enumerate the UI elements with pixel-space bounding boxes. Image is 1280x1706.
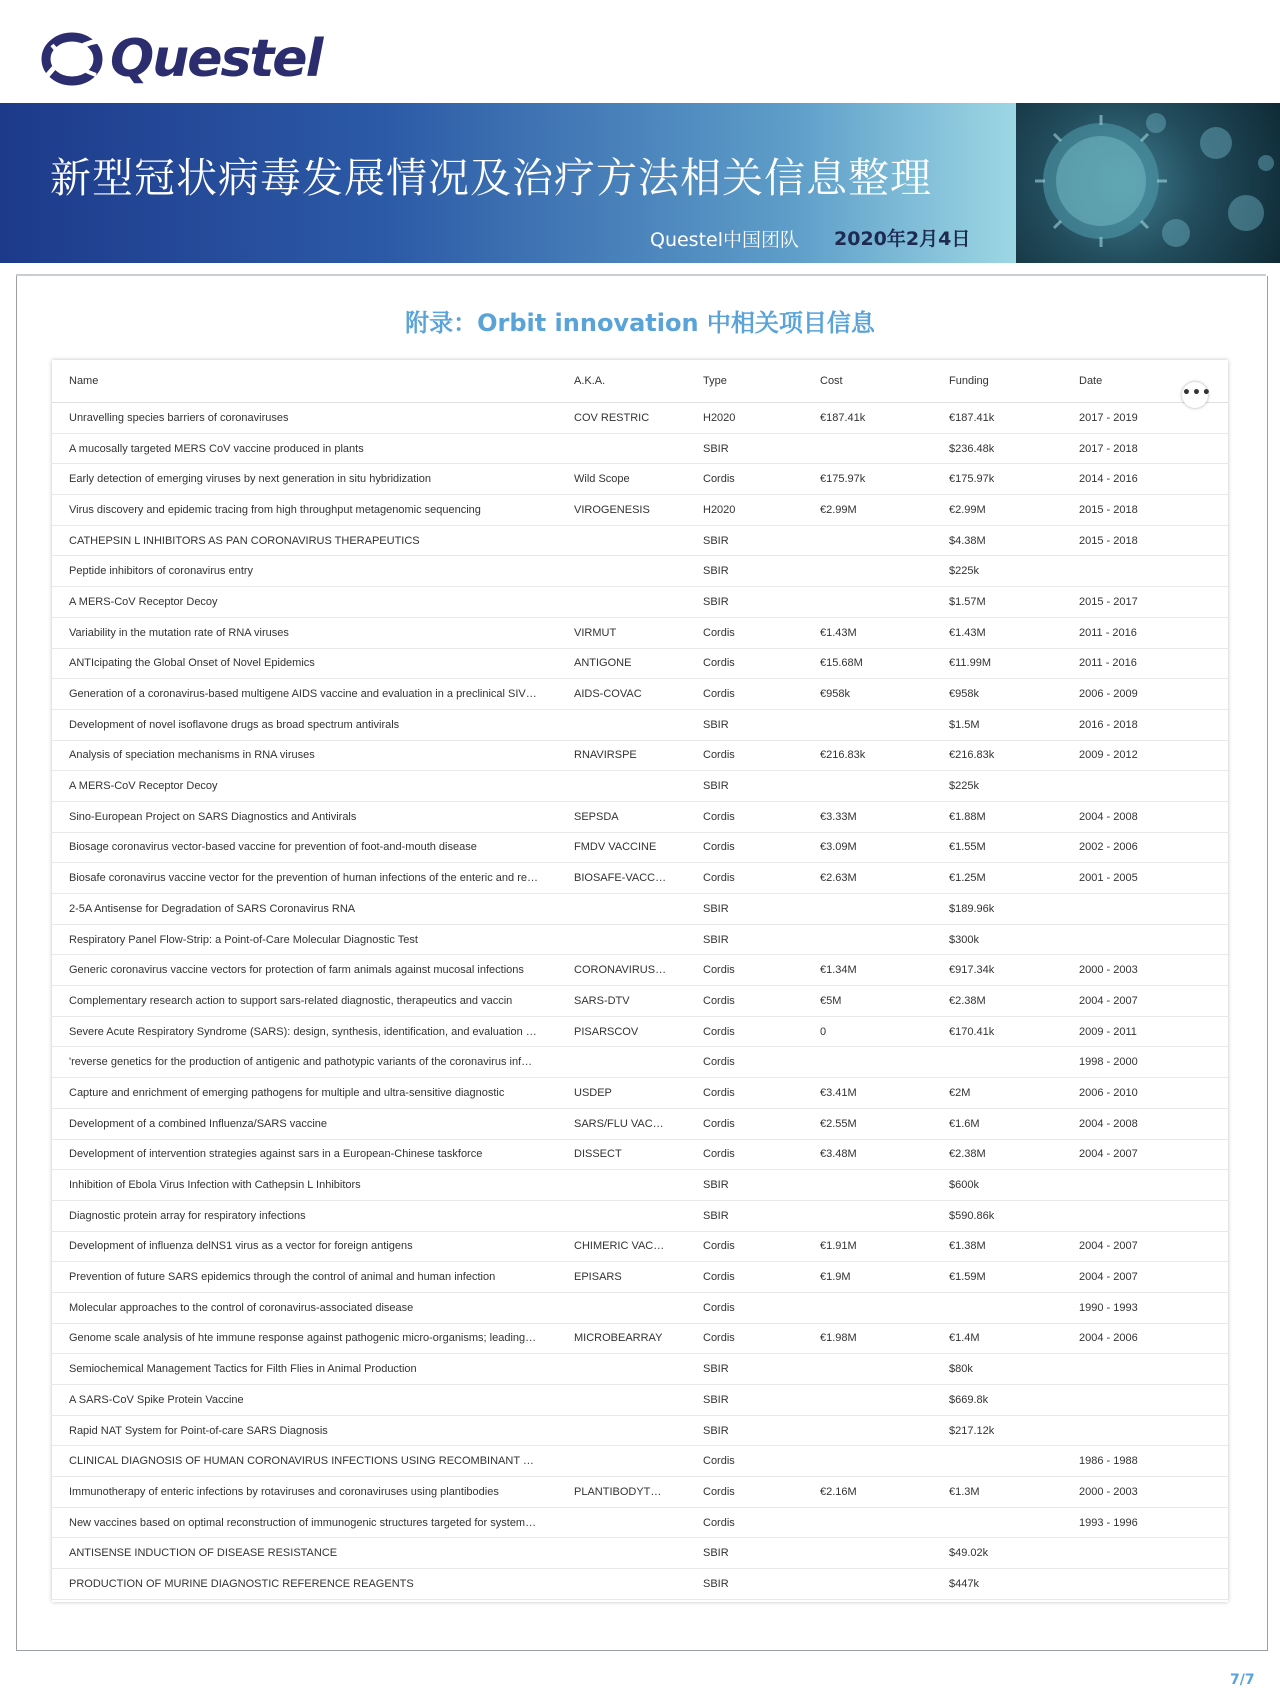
cell-name: Generic coronavirus vaccine vectors for protection of farm animals against mucosal infections xyxy=(52,955,557,986)
cell-cost: 0 xyxy=(803,1016,932,1047)
cell-cost: €187.41k xyxy=(803,403,932,434)
cell-aka: VIROGENESIS xyxy=(557,495,686,526)
cell-date: 2004 - 2007 xyxy=(1062,1139,1228,1170)
table-row[interactable] xyxy=(52,1446,1228,1477)
cell-date: 2009 - 2011 xyxy=(1062,1016,1228,1047)
document-date: 2020年2月4日 xyxy=(834,228,971,250)
cell-funding: €1.25M xyxy=(932,863,1062,894)
cell-funding: €2.99M xyxy=(932,495,1062,526)
cell-type: Cordis xyxy=(686,1231,803,1262)
cell-name: Biosafe coronavirus vaccine vector for the prevention of human infections of the enteric and re… xyxy=(52,863,557,894)
cell-type: Cordis xyxy=(686,1477,803,1508)
cell-date: 2000 - 2003 xyxy=(1062,955,1228,986)
cell-type: Cordis xyxy=(686,1108,803,1139)
cell-name: Genome scale analysis of hte immune response against pathogenic micro-organisms; leading… xyxy=(52,1323,557,1354)
cell-name: Peptide inhibitors of coronavirus entry xyxy=(52,556,557,587)
cell-aka: SEPSDA xyxy=(557,801,686,832)
cell-funding: $1.57M xyxy=(932,587,1062,618)
cell-date: 2004 - 2006 xyxy=(1062,1323,1228,1354)
cell-funding: €1.38M xyxy=(932,1231,1062,1262)
cell-name: PRODUCTION OF MURINE DIAGNOSTIC REFERENCE REAGENTS xyxy=(52,1569,557,1600)
cell-type: SBIR xyxy=(686,924,803,955)
header-banner xyxy=(0,103,1280,263)
cell-cost: €15.68M xyxy=(803,648,932,679)
cell-date: 2009 - 2012 xyxy=(1062,740,1228,771)
cell-cost: €2.16M xyxy=(803,1477,932,1508)
table-row[interactable] xyxy=(52,525,1228,556)
table-row[interactable] xyxy=(52,955,1228,986)
table-row[interactable] xyxy=(52,1507,1228,1538)
cell-aka: CHIMERIC VAC… xyxy=(557,1231,686,1262)
cell-cost: €3.33M xyxy=(803,801,932,832)
cell-aka: ANTIGONE xyxy=(557,648,686,679)
table-row[interactable] xyxy=(52,986,1228,1017)
cell-funding: $217.12k xyxy=(932,1415,1062,1446)
cell-name: Diagnostic protein array for respiratory infections xyxy=(52,1200,557,1231)
cell-type: Cordis xyxy=(686,863,803,894)
cell-type: H2020 xyxy=(686,495,803,526)
cell-aka xyxy=(557,1507,686,1538)
cell-aka xyxy=(557,1538,686,1569)
cell-aka xyxy=(557,556,686,587)
questel-logo xyxy=(38,24,328,94)
table-row[interactable] xyxy=(52,403,1228,434)
virus-image xyxy=(1016,103,1280,263)
table-row[interactable] xyxy=(52,648,1228,679)
cell-cost xyxy=(803,894,932,925)
cell-cost xyxy=(803,525,932,556)
cell-aka: EPISARS xyxy=(557,1262,686,1293)
cell-name: 'reverse genetics for the production of antigenic and pathotypic variants of the coronavirus inf… xyxy=(52,1047,557,1078)
cell-funding: €187.41k xyxy=(932,403,1062,434)
cell-name: Variability in the mutation rate of RNA viruses xyxy=(52,617,557,648)
cell-aka xyxy=(557,525,686,556)
cell-date xyxy=(1062,1569,1228,1600)
cell-aka xyxy=(557,1385,686,1416)
cell-type: SBIR xyxy=(686,771,803,802)
cell-funding: €1.59M xyxy=(932,1262,1062,1293)
cell-date: 2015 - 2018 xyxy=(1062,495,1228,526)
cell-funding: €1.6M xyxy=(932,1108,1062,1139)
table-row[interactable] xyxy=(52,1477,1228,1508)
cell-date xyxy=(1062,1170,1228,1201)
cell-date: 2002 - 2006 xyxy=(1062,832,1228,863)
cell-funding: $225k xyxy=(932,771,1062,802)
cell-cost xyxy=(803,1385,932,1416)
cell-name: Sino-European Project on SARS Diagnostics and Antivirals xyxy=(52,801,557,832)
document-title: 新型冠状病毒发展情况及治疗方法相关信息整理 xyxy=(50,154,932,202)
cell-type: SBIR xyxy=(686,525,803,556)
column-header-type[interactable]: Type xyxy=(686,360,803,403)
table-row[interactable] xyxy=(52,1354,1228,1385)
table-row[interactable] xyxy=(52,894,1228,925)
cell-aka xyxy=(557,1200,686,1231)
table-row[interactable] xyxy=(52,1231,1228,1262)
cell-name: Biosage coronavirus vector-based vaccine for prevention of foot-and-mouth disease xyxy=(52,832,557,863)
table-row[interactable] xyxy=(52,1415,1228,1446)
cell-aka xyxy=(557,1292,686,1323)
cell-type: Cordis xyxy=(686,648,803,679)
cell-date xyxy=(1062,894,1228,925)
cell-cost: €3.09M xyxy=(803,832,932,863)
cell-date: 1986 - 1988 xyxy=(1062,1446,1228,1477)
cell-date: 2015 - 2018 xyxy=(1062,525,1228,556)
cell-funding xyxy=(932,1446,1062,1477)
cell-name: CLINICAL DIAGNOSIS OF HUMAN CORONAVIRUS INFECTIONS USING RECOMBINANT … xyxy=(52,1446,557,1477)
cell-type: Cordis xyxy=(686,1507,803,1538)
cell-aka xyxy=(557,894,686,925)
virus-illustration xyxy=(1016,103,1280,263)
cell-funding: €1.55M xyxy=(932,832,1062,863)
cell-name: ANTISENSE INDUCTION OF DISEASE RESISTANCE xyxy=(52,1538,557,1569)
cell-name: Unravelling species barriers of coronaviruses xyxy=(52,403,557,434)
column-header-aka[interactable]: A.K.A. xyxy=(557,360,686,403)
table-row[interactable] xyxy=(52,433,1228,464)
cell-funding: $49.02k xyxy=(932,1538,1062,1569)
cell-cost: €1.91M xyxy=(803,1231,932,1262)
cell-type: Cordis xyxy=(686,986,803,1017)
cell-name: Semiochemical Management Tactics for Filth Flies in Animal Production xyxy=(52,1354,557,1385)
cell-funding: €917.34k xyxy=(932,955,1062,986)
table-row[interactable] xyxy=(52,1538,1228,1569)
cell-funding: €1.3M xyxy=(932,1477,1062,1508)
cell-cost xyxy=(803,1538,932,1569)
cell-type: SBIR xyxy=(686,587,803,618)
cell-date: 2000 - 2003 xyxy=(1062,1477,1228,1508)
cell-type: Cordis xyxy=(686,617,803,648)
cell-type: Cordis xyxy=(686,740,803,771)
cell-funding xyxy=(932,1507,1062,1538)
table-row[interactable] xyxy=(52,556,1228,587)
cell-cost xyxy=(803,587,932,618)
cell-name: Inhibition of Ebola Virus Infection with Cathepsin L Inhibitors xyxy=(52,1170,557,1201)
cell-aka: Wild Scope xyxy=(557,464,686,495)
cell-funding: €958k xyxy=(932,679,1062,710)
cell-type: H2020 xyxy=(686,403,803,434)
cell-type: Cordis xyxy=(686,1446,803,1477)
cell-aka xyxy=(557,924,686,955)
table-row[interactable] xyxy=(52,1047,1228,1078)
cell-name: Rapid NAT System for Point-of-care SARS Diagnosis xyxy=(52,1415,557,1446)
cell-type: SBIR xyxy=(686,1538,803,1569)
cell-date: 2011 - 2016 xyxy=(1062,617,1228,648)
cell-funding: €216.83k xyxy=(932,740,1062,771)
cell-date xyxy=(1062,1385,1228,1416)
table-row[interactable] xyxy=(52,1016,1228,1047)
cell-aka: PISARSCOV xyxy=(557,1016,686,1047)
cell-date: 2004 - 2008 xyxy=(1062,1108,1228,1139)
cell-aka: RNAVIRSPE xyxy=(557,740,686,771)
cell-type: SBIR xyxy=(686,709,803,740)
table-row[interactable] xyxy=(52,740,1228,771)
cell-name: Generation of a coronavirus-based multigene AIDS vaccine and evaluation in a preclinical SIV… xyxy=(52,679,557,710)
cell-aka: FMDV VACCINE xyxy=(557,832,686,863)
cell-type: SBIR xyxy=(686,1354,803,1385)
cell-type: SBIR xyxy=(686,894,803,925)
cell-date: 1993 - 1996 xyxy=(1062,1507,1228,1538)
cell-cost xyxy=(803,433,932,464)
cell-funding: €2.38M xyxy=(932,986,1062,1017)
cell-cost: €5M xyxy=(803,986,932,1017)
cell-funding: $225k xyxy=(932,556,1062,587)
cell-type: SBIR xyxy=(686,433,803,464)
cell-date: 2004 - 2007 xyxy=(1062,1231,1228,1262)
questel-logo-icon xyxy=(38,25,106,93)
cell-aka xyxy=(557,709,686,740)
cell-aka: PLANTIBODYT… xyxy=(557,1477,686,1508)
page-number: 7/7 xyxy=(1230,1672,1255,1688)
table-row[interactable] xyxy=(52,1323,1228,1354)
cell-date: 2006 - 2009 xyxy=(1062,679,1228,710)
cell-name: Analysis of speciation mechanisms in RNA viruses xyxy=(52,740,557,771)
cell-cost xyxy=(803,1292,932,1323)
cell-name: Severe Acute Respiratory Syndrome (SARS): design, synthesis, identification, and evaluation … xyxy=(52,1016,557,1047)
cell-cost xyxy=(803,1569,932,1600)
cell-funding: €170.41k xyxy=(932,1016,1062,1047)
cell-cost: €2.99M xyxy=(803,495,932,526)
table-row[interactable] xyxy=(52,1292,1228,1323)
cell-funding xyxy=(932,1047,1062,1078)
cell-funding: $236.48k xyxy=(932,433,1062,464)
table-row[interactable] xyxy=(52,801,1228,832)
cell-name: 2-5A Antisense for Degradation of SARS Coronavirus RNA xyxy=(52,894,557,925)
cell-name: A MERS-CoV Receptor Decoy xyxy=(52,587,557,618)
cell-aka: CORONAVIRUS… xyxy=(557,955,686,986)
cell-aka xyxy=(557,1354,686,1385)
cell-type: Cordis xyxy=(686,955,803,986)
cell-date: 2004 - 2007 xyxy=(1062,1262,1228,1293)
cell-name: A mucosally targeted MERS CoV vaccine produced in plants xyxy=(52,433,557,464)
cell-name: A MERS-CoV Receptor Decoy xyxy=(52,771,557,802)
table-row[interactable] xyxy=(52,924,1228,955)
column-header-date[interactable]: Date xyxy=(1062,360,1228,403)
cell-funding: €175.97k xyxy=(932,464,1062,495)
cell-date: 1998 - 2000 xyxy=(1062,1047,1228,1078)
cell-name: Molecular approaches to the control of coronavirus-associated disease xyxy=(52,1292,557,1323)
cell-date: 2014 - 2016 xyxy=(1062,464,1228,495)
cell-date xyxy=(1062,1538,1228,1569)
cell-aka xyxy=(557,587,686,618)
table-row[interactable] xyxy=(52,1170,1228,1201)
cell-cost: €2.55M xyxy=(803,1108,932,1139)
cell-funding: €2.38M xyxy=(932,1139,1062,1170)
cell-type: Cordis xyxy=(686,1016,803,1047)
cell-aka: SARS-DTV xyxy=(557,986,686,1017)
table-row[interactable] xyxy=(52,709,1228,740)
cell-date: 2004 - 2007 xyxy=(1062,986,1228,1017)
cell-type: SBIR xyxy=(686,1385,803,1416)
cell-cost: €3.41M xyxy=(803,1078,932,1109)
appendix-title: 附录：Orbit innovation 中相关项目信息 xyxy=(405,309,875,337)
projects-table-card xyxy=(52,360,1228,1602)
cell-cost: €1.34M xyxy=(803,955,932,986)
cell-cost xyxy=(803,1200,932,1231)
cell-name: A SARS-CoV Spike Protein Vaccine xyxy=(52,1385,557,1416)
column-header-funding[interactable]: Funding xyxy=(932,360,1062,403)
cell-date: 2015 - 2017 xyxy=(1062,587,1228,618)
cell-cost xyxy=(803,1047,932,1078)
cell-aka: AIDS-COVAC xyxy=(557,679,686,710)
cell-aka: DISSECT xyxy=(557,1139,686,1170)
cell-funding: $4.38M xyxy=(932,525,1062,556)
cell-funding: $590.86k xyxy=(932,1200,1062,1231)
cell-name: Capture and enrichment of emerging pathogens for multiple and ultra-sensitive diagnostic xyxy=(52,1078,557,1109)
cell-aka: MICROBEARRAY xyxy=(557,1323,686,1354)
table-row[interactable] xyxy=(52,1569,1228,1600)
cell-cost: €1.98M xyxy=(803,1323,932,1354)
cell-funding: €1.88M xyxy=(932,801,1062,832)
cell-funding: €1.43M xyxy=(932,617,1062,648)
cell-name: ANTIcipating the Global Onset of Novel Epidemics xyxy=(52,648,557,679)
cell-aka xyxy=(557,1047,686,1078)
cell-name: Development of a combined Influenza/SARS vaccine xyxy=(52,1108,557,1139)
cell-type: SBIR xyxy=(686,1415,803,1446)
cell-name: Immunotherapy of enteric infections by rotaviruses and coronaviruses using plantibodies xyxy=(52,1477,557,1508)
cell-name: Early detection of emerging viruses by next generation in situ hybridization xyxy=(52,464,557,495)
more-options-button[interactable]: ••• xyxy=(1182,382,1208,408)
table-row[interactable] xyxy=(52,679,1228,710)
cell-funding: $600k xyxy=(932,1170,1062,1201)
team-label: Questel中国团队 xyxy=(650,229,800,251)
table-row[interactable] xyxy=(52,1200,1228,1231)
cell-name: Development of influenza delNS1 virus as a vector for foreign antigens xyxy=(52,1231,557,1262)
table-row[interactable] xyxy=(52,1139,1228,1170)
table-row[interactable] xyxy=(52,832,1228,863)
cell-cost: €1.43M xyxy=(803,617,932,648)
cell-cost: €2.63M xyxy=(803,863,932,894)
cell-type: Cordis xyxy=(686,832,803,863)
cell-funding xyxy=(932,1292,1062,1323)
cell-funding: $1.5M xyxy=(932,709,1062,740)
cell-date: 2011 - 2016 xyxy=(1062,648,1228,679)
cell-name: Respiratory Panel Flow-Strip: a Point-of-Care Molecular Diagnostic Test xyxy=(52,924,557,955)
cell-date xyxy=(1062,1354,1228,1385)
cell-aka: SARS/FLU VAC… xyxy=(557,1108,686,1139)
cell-aka: USDEP xyxy=(557,1078,686,1109)
table-row[interactable] xyxy=(52,617,1228,648)
cell-name: Complementary research action to support sars-related diagnostic, therapeutics and vaccin xyxy=(52,986,557,1017)
cell-aka: VIRMUT xyxy=(557,617,686,648)
table-row[interactable] xyxy=(52,771,1228,802)
cell-date: 2001 - 2005 xyxy=(1062,863,1228,894)
cell-aka xyxy=(557,1446,686,1477)
cell-funding: $447k xyxy=(932,1569,1062,1600)
cell-aka xyxy=(557,1170,686,1201)
cell-cost xyxy=(803,1170,932,1201)
cell-type: Cordis xyxy=(686,801,803,832)
table-row[interactable] xyxy=(52,1262,1228,1293)
cell-aka: BIOSAFE-VACC… xyxy=(557,863,686,894)
cell-date: 2017 - 2019 xyxy=(1062,403,1228,434)
cell-type: SBIR xyxy=(686,1569,803,1600)
cell-cost xyxy=(803,1415,932,1446)
cell-date: 2004 - 2008 xyxy=(1062,801,1228,832)
cell-date: 1990 - 1993 xyxy=(1062,1292,1228,1323)
cell-type: Cordis xyxy=(686,1047,803,1078)
cell-type: Cordis xyxy=(686,1292,803,1323)
cell-cost: €1.9M xyxy=(803,1262,932,1293)
cell-cost: €175.97k xyxy=(803,464,932,495)
column-header-name[interactable]: Name xyxy=(52,360,557,403)
cell-funding: €2M xyxy=(932,1078,1062,1109)
cell-cost xyxy=(803,1354,932,1385)
cell-type: Cordis xyxy=(686,1139,803,1170)
cell-name: Virus discovery and epidemic tracing from high throughput metagenomic sequencing xyxy=(52,495,557,526)
table-row[interactable] xyxy=(52,495,1228,526)
column-header-cost[interactable]: Cost xyxy=(803,360,932,403)
table-row[interactable] xyxy=(52,863,1228,894)
cell-aka: COV RESTRIC xyxy=(557,403,686,434)
cell-date: 2016 - 2018 xyxy=(1062,709,1228,740)
cell-cost xyxy=(803,924,932,955)
cell-cost: €958k xyxy=(803,679,932,710)
table-header-row xyxy=(52,360,1228,403)
table-row[interactable] xyxy=(52,1108,1228,1139)
table-row[interactable] xyxy=(52,1385,1228,1416)
cell-type: SBIR xyxy=(686,556,803,587)
cell-funding: $300k xyxy=(932,924,1062,955)
cell-cost xyxy=(803,556,932,587)
cell-type: Cordis xyxy=(686,464,803,495)
cell-type: SBIR xyxy=(686,1200,803,1231)
cell-name: CATHEPSIN L INHIBITORS AS PAN CORONAVIRUS THERAPEUTICS xyxy=(52,525,557,556)
cell-aka xyxy=(557,1415,686,1446)
cell-name: Prevention of future SARS epidemics through the control of animal and human infection xyxy=(52,1262,557,1293)
cell-funding: €1.4M xyxy=(932,1323,1062,1354)
cell-cost: €216.83k xyxy=(803,740,932,771)
table-row[interactable] xyxy=(52,587,1228,618)
table-body xyxy=(52,403,1228,1600)
cell-type: Cordis xyxy=(686,1323,803,1354)
cell-funding: $189.96k xyxy=(932,894,1062,925)
cell-cost xyxy=(803,1507,932,1538)
logo-text: Questel xyxy=(110,29,322,89)
cell-name: Development of novel isoflavone drugs as broad spectrum antivirals xyxy=(52,709,557,740)
cell-date xyxy=(1062,771,1228,802)
cell-type: Cordis xyxy=(686,1262,803,1293)
cell-date xyxy=(1062,1415,1228,1446)
cell-date: 2006 - 2010 xyxy=(1062,1078,1228,1109)
cell-funding: €11.99M xyxy=(932,648,1062,679)
cell-date xyxy=(1062,1200,1228,1231)
cell-aka xyxy=(557,433,686,464)
cell-type: Cordis xyxy=(686,1078,803,1109)
cell-name: Development of intervention strategies against sars in a European-Chinese taskforce xyxy=(52,1139,557,1170)
table-row[interactable] xyxy=(52,464,1228,495)
cell-date xyxy=(1062,556,1228,587)
cell-cost: €3.48M xyxy=(803,1139,932,1170)
cell-date: 2017 - 2018 xyxy=(1062,433,1228,464)
cell-cost xyxy=(803,1446,932,1477)
cell-funding: $669.8k xyxy=(932,1385,1062,1416)
table-row[interactable] xyxy=(52,1078,1228,1109)
cell-aka xyxy=(557,1569,686,1600)
cell-funding: $80k xyxy=(932,1354,1062,1385)
cell-cost xyxy=(803,771,932,802)
cell-cost xyxy=(803,709,932,740)
cell-name: New vaccines based on optimal reconstruction of immunogenic structures targeted for system… xyxy=(52,1507,557,1538)
cell-type: Cordis xyxy=(686,679,803,710)
projects-table xyxy=(52,360,1228,1600)
cell-type: SBIR xyxy=(686,1170,803,1201)
cell-date xyxy=(1062,924,1228,955)
cell-aka xyxy=(557,771,686,802)
